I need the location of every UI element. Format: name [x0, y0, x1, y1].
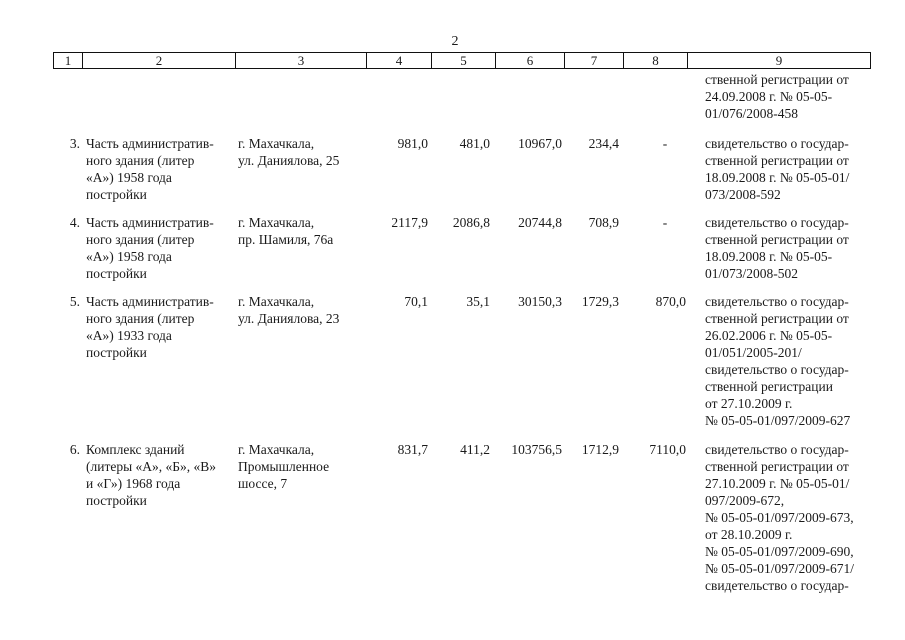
property-name: Часть административ- ного здания (литер «А») 1958 года постройки [86, 215, 214, 281]
continuation-certificate-text: ственной регистрации от 24.09.2008 г. № 05-05- 01/076/2008-458 [705, 72, 849, 121]
column-number-header [53, 52, 871, 69]
registration-certificate: свидетельство о государ- ственной регистрации от 18.09.2008 г. № 05-05-01/ 073/2008-592 [705, 136, 850, 202]
value-col-5: 481,0 [459, 136, 490, 151]
column-header-3: 3 [236, 53, 367, 69]
column-header-8: 8 [624, 53, 688, 69]
value-col-5: 411,2 [460, 442, 490, 457]
value-col-8: 870,0 [655, 294, 686, 309]
column-header-4: 4 [367, 53, 432, 69]
value-col-7: 708,9 [588, 215, 619, 230]
column-header-5: 5 [432, 53, 496, 69]
column-header-7: 7 [565, 53, 624, 69]
column-header-1: 1 [54, 53, 83, 69]
registration-certificate: свидетельство о государ- ственной регистрации от 18.09.2008 г. № 05-05- 01/073/2008-502 [705, 215, 849, 281]
registration-certificate: свидетельство о государ- ственной регистрации от 27.10.2009 г. № 05-05-01/ 097/2009-672, № 05-05-01/097/2009-673, от 28.10.2009 г. № 05-05-01/097/2009-690, № 05-05-01/097/2009-671/ свидетельство о государ- [705, 442, 854, 593]
row-number: 3. [69, 136, 80, 151]
value-col-4: 2117,9 [391, 215, 428, 230]
row-number: 4. [69, 215, 80, 230]
value-col-4: 981,0 [397, 136, 428, 151]
value-col-8: - [662, 215, 668, 230]
value-col-4: 70,1 [404, 294, 428, 309]
column-header-9: 9 [688, 53, 871, 69]
property-address: г. Махачкала, ул. Даниялова, 25 [238, 136, 340, 168]
value-col-7: 234,4 [588, 136, 619, 151]
column-header-2: 2 [83, 53, 236, 69]
property-name: Часть административ- ного здания (литер «А») 1958 года постройки [86, 136, 214, 202]
value-col-6: 20744,8 [518, 215, 562, 230]
value-col-6: 10967,0 [518, 136, 562, 151]
property-address: г. Махачкала, ул. Даниялова, 23 [238, 294, 340, 326]
property-name: Комплекс зданий (литеры «А», «Б», «В» и «Г») 1968 года постройки [86, 442, 217, 508]
column-header-6: 6 [496, 53, 565, 69]
page-number: 2 [451, 34, 459, 49]
value-col-7: 1729,3 [581, 294, 619, 309]
value-col-5: 2086,8 [452, 215, 490, 230]
row-number: 5. [69, 294, 80, 309]
property-name: Часть административ- ного здания (литер «А») 1933 года постройки [86, 294, 214, 360]
value-col-8: 7110,0 [649, 442, 686, 457]
value-col-7: 1712,9 [581, 442, 619, 457]
property-address: г. Махачкала, пр. Шамиля, 76а [238, 215, 334, 247]
row-number: 6. [69, 442, 80, 457]
value-col-5: 35,1 [466, 294, 490, 309]
value-col-8: - [662, 136, 668, 151]
property-address: г. Махачкала, Промышленное шоссе, 7 [238, 442, 330, 491]
registration-certificate: свидетельство о государ- ственной регистрации от 26.02.2006 г. № 05-05- 01/051/2005-201/ свидетельство о государ- ственной регистрации от 27.10.2009 г. № 05-05-01/097/2009-627 [705, 294, 851, 428]
value-col-6: 103756,5 [511, 442, 562, 457]
value-col-4: 831,7 [397, 442, 428, 457]
value-col-6: 30150,3 [518, 294, 562, 309]
